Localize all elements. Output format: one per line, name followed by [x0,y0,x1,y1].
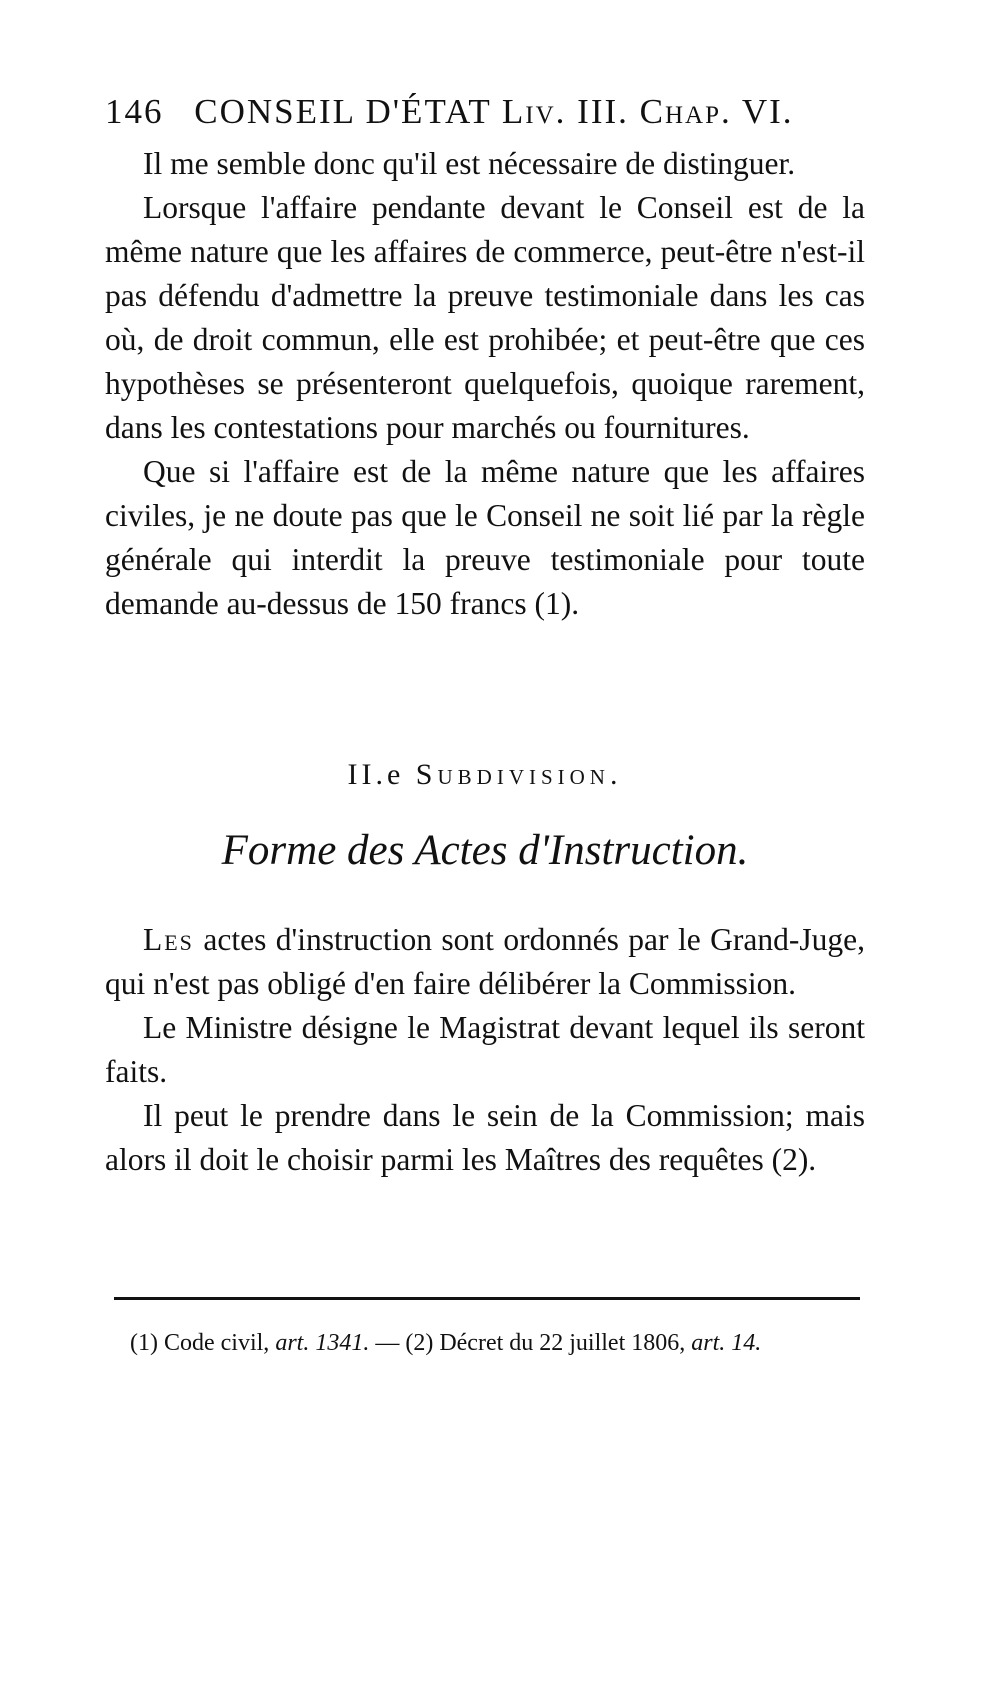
paragraph-rest: actes d'instruction sont ordonnés par le Grand-Juge, qui n'est pas obligé d'en faire délibérer la Commission. [105,922,865,1001]
footnote-2-ref: art. 14. [691,1330,762,1356]
paragraph: Lorsque l'affaire pendante devant le Conseil est de la même nature que les affaires de commerce, peut-être n'est-il pas défendu d'admettre la preuve testimoniale dans les cas où, de droit commun, elle est prohibée; et peut-être que ces hypothèses se présenteront quelquefois, quoique rarement, dans les contestations pour marchés ou fournitures. [105,190,865,445]
paragraph: Que si l'affaire est de la même nature que les affaires civiles, je ne doute pas que le Conseil ne soit lié par la règle générale qui interdit la preuve testimoniale pour toute demande au-dessus de 150 francs (1). [105,454,865,621]
footnote-1-ref: art. 1341. [275,1330,370,1356]
subdivision-heading [105,758,865,792]
page-number: 146 [105,92,164,131]
paragraph: Il peut le prendre dans le sein de la Commission; mais alors il doit le choisir parmi les Maîtres des requêtes (2). [105,1098,865,1177]
footnote-2-label: (2) Décret du 22 juillet 1806, [405,1330,686,1356]
section-one-text [105,142,865,626]
subdivision-numeral: II.e [347,758,405,791]
paragraph: Le Ministre désigne le Magistrat devant lequel ils seront faits. [105,1010,865,1089]
header-chapter: Chap. VI. [639,92,794,131]
footnote-1-label: (1) Code civil, [130,1330,270,1356]
section-two-text [105,918,865,1182]
first-word: Les [143,922,194,957]
header-book: Liv. III. [501,92,629,131]
section-title: Forme des Actes d'Instruction. [221,827,749,874]
subdivision-label: Subdivision. [415,758,623,791]
running-header [105,92,865,132]
paragraph: Il me semble donc qu'il est nécessaire de distinguer. [143,146,796,181]
paragraph [105,918,865,1006]
footnote-separator: — [375,1330,400,1356]
footnote-divider [114,1297,860,1300]
footnotes [130,1330,870,1357]
header-title: CONSEIL D'ÉTAT [194,92,492,131]
